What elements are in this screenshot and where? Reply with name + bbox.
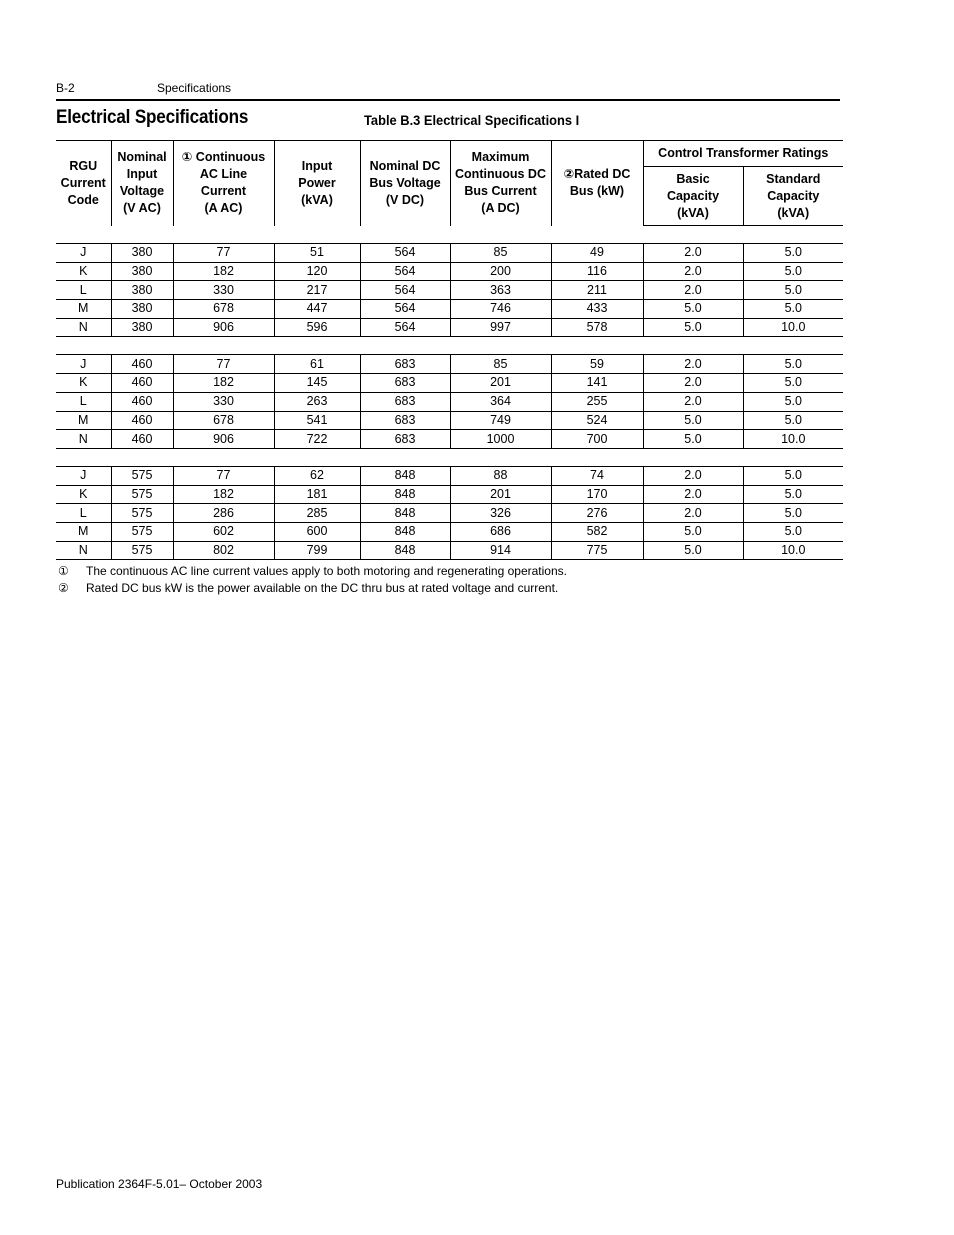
table-cell: 433 <box>551 300 643 319</box>
group-spacer <box>56 448 843 466</box>
table-cell: 564 <box>360 281 450 300</box>
table-cell: 5.0 <box>743 244 843 263</box>
table-cell: 914 <box>450 541 551 560</box>
table-cell: 5.0 <box>643 300 743 319</box>
table-cell: 564 <box>360 300 450 319</box>
electrical-specifications-table <box>56 140 843 560</box>
group-spacer <box>56 226 843 244</box>
table-cell: 380 <box>111 262 173 281</box>
table-cell: 85 <box>450 244 551 263</box>
table-row <box>56 504 843 523</box>
table-cell: 799 <box>274 541 360 560</box>
table-row <box>56 466 843 485</box>
table-cell: 5.0 <box>743 355 843 374</box>
table-cell: 447 <box>274 300 360 319</box>
header-max-continuous-dc-bus-current: Maximum Continuous DC Bus Current (A DC) <box>450 141 551 226</box>
table-cell: 686 <box>450 522 551 541</box>
header-input-power: Input Power (kVA) <box>274 141 360 226</box>
table-row <box>56 262 843 281</box>
table-cell: 848 <box>360 522 450 541</box>
table-cell: 61 <box>274 355 360 374</box>
table-row <box>56 355 843 374</box>
table-cell: 182 <box>173 374 274 393</box>
table-row <box>56 541 843 560</box>
table-cell: 380 <box>111 318 173 337</box>
table-cell: 10.0 <box>743 541 843 560</box>
table-cell: 5.0 <box>643 430 743 449</box>
table-cell: 5.0 <box>643 411 743 430</box>
table-cell: N <box>56 541 111 560</box>
table-cell: 2.0 <box>643 392 743 411</box>
table-row <box>56 318 843 337</box>
table-cell: 380 <box>111 300 173 319</box>
table-cell: 182 <box>173 485 274 504</box>
table-row <box>56 281 843 300</box>
table-cell: M <box>56 300 111 319</box>
table-cell: 802 <box>173 541 274 560</box>
table-cell: 255 <box>551 392 643 411</box>
table-cell: 211 <box>551 281 643 300</box>
table-cell: 678 <box>173 411 274 430</box>
footnote-marker: ① <box>58 564 69 578</box>
table-cell: 364 <box>450 392 551 411</box>
table-cell: 5.0 <box>643 522 743 541</box>
table-cell: 380 <box>111 281 173 300</box>
table-cell: 5.0 <box>743 262 843 281</box>
table-cell: 683 <box>360 430 450 449</box>
table-cell: 10.0 <box>743 318 843 337</box>
table-cell: 775 <box>551 541 643 560</box>
table-cell: 2.0 <box>643 281 743 300</box>
table-row <box>56 244 843 263</box>
table-cell: 564 <box>360 262 450 281</box>
table-cell: 749 <box>450 411 551 430</box>
table-cell: 145 <box>274 374 360 393</box>
header-control-transformer-ratings: Control Transformer Ratings <box>643 141 843 167</box>
table-cell: 85 <box>450 355 551 374</box>
table-cell: 217 <box>274 281 360 300</box>
table-cell: 746 <box>450 300 551 319</box>
table-cell: 602 <box>173 522 274 541</box>
table-cell: 848 <box>360 466 450 485</box>
header-rated-dc-bus-kw: ②Rated DC Bus (kW) <box>551 141 643 226</box>
table-cell: 5.0 <box>643 541 743 560</box>
table-cell: 59 <box>551 355 643 374</box>
table-cell: 683 <box>360 374 450 393</box>
header-standard-capacity: Standard Capacity (kVA) <box>743 167 843 226</box>
table-cell: K <box>56 485 111 504</box>
table-cell: 2.0 <box>643 355 743 374</box>
table-cell: 2.0 <box>643 504 743 523</box>
table-cell: K <box>56 262 111 281</box>
table-cell: 10.0 <box>743 430 843 449</box>
table-cell: 578 <box>551 318 643 337</box>
table-cell: 906 <box>173 430 274 449</box>
header-continuous-ac-line-current: ① Continuous AC Line Current (A AC) <box>173 141 274 226</box>
table-cell: 5.0 <box>643 318 743 337</box>
table-cell: 201 <box>450 485 551 504</box>
table-cell: 2.0 <box>643 262 743 281</box>
table-cell: 276 <box>551 504 643 523</box>
table-cell: 62 <box>274 466 360 485</box>
table-row <box>56 522 843 541</box>
table-cell: 722 <box>274 430 360 449</box>
table-cell: M <box>56 522 111 541</box>
table-cell: 596 <box>274 318 360 337</box>
publication-footer: Publication 2364F-5.01– October 2003 <box>56 1177 263 1191</box>
table-cell: 330 <box>173 281 274 300</box>
header-nominal-input-voltage: Nominal Input Voltage (V AC) <box>111 141 173 226</box>
table-cell: 380 <box>111 244 173 263</box>
table-row <box>56 392 843 411</box>
table-row <box>56 430 843 449</box>
header-rgu-code: RGU Current Code <box>56 141 111 226</box>
table-cell: 5.0 <box>743 466 843 485</box>
table-cell: 5.0 <box>743 300 843 319</box>
table-cell: 77 <box>173 244 274 263</box>
table-cell: 460 <box>111 411 173 430</box>
table-cell: 330 <box>173 392 274 411</box>
header-basic-capacity: Basic Capacity (kVA) <box>643 167 743 226</box>
table-cell: 5.0 <box>743 281 843 300</box>
table-cell: 460 <box>111 430 173 449</box>
table-cell: 5.0 <box>743 522 843 541</box>
table-cell: L <box>56 281 111 300</box>
table-cell: 2.0 <box>643 244 743 263</box>
footnote-text: The continuous AC line current values apply to both motoring and regenerating operations. <box>86 564 567 578</box>
table-cell: 575 <box>111 485 173 504</box>
table-cell: 2.0 <box>643 485 743 504</box>
table-cell: N <box>56 318 111 337</box>
table-cell: 564 <box>360 244 450 263</box>
header-nominal-dc-bus-voltage: Nominal DC Bus Voltage (V DC) <box>360 141 450 226</box>
table-cell: L <box>56 392 111 411</box>
table-cell: 116 <box>551 262 643 281</box>
table-cell: 848 <box>360 504 450 523</box>
table-cell: 600 <box>274 522 360 541</box>
page-number: B-2 <box>56 81 75 95</box>
table-cell: K <box>56 374 111 393</box>
table-cell: 5.0 <box>743 374 843 393</box>
table-cell: J <box>56 244 111 263</box>
table-cell: J <box>56 466 111 485</box>
table-cell: 524 <box>551 411 643 430</box>
table-cell: 575 <box>111 541 173 560</box>
table-row <box>56 411 843 430</box>
table-cell: 683 <box>360 411 450 430</box>
table-cell: 678 <box>173 300 274 319</box>
table-cell: 141 <box>551 374 643 393</box>
table-cell: 181 <box>274 485 360 504</box>
table-cell: 2.0 <box>643 466 743 485</box>
table-row <box>56 374 843 393</box>
table-row <box>56 485 843 504</box>
table-cell: 77 <box>173 466 274 485</box>
table-cell: J <box>56 355 111 374</box>
table-cell: 575 <box>111 466 173 485</box>
table-cell: 848 <box>360 485 450 504</box>
table-cell: 77 <box>173 355 274 374</box>
footnote <box>58 563 567 580</box>
table-cell: 575 <box>111 522 173 541</box>
footnote-text: Rated DC bus kW is the power available on the DC thru bus at rated voltage and current. <box>86 581 559 595</box>
table-footnotes <box>58 563 567 597</box>
table-cell: 201 <box>450 374 551 393</box>
table-cell: 683 <box>360 392 450 411</box>
table-cell: 170 <box>551 485 643 504</box>
table-cell: 1000 <box>450 430 551 449</box>
table-row <box>56 300 843 319</box>
table-cell: 326 <box>450 504 551 523</box>
table-cell: 5.0 <box>743 411 843 430</box>
table-cell: 683 <box>360 355 450 374</box>
table-cell: 848 <box>360 541 450 560</box>
table-cell: 74 <box>551 466 643 485</box>
footnote <box>58 580 567 597</box>
table-cell: 5.0 <box>743 392 843 411</box>
header-rule <box>56 99 840 101</box>
table-cell: 285 <box>274 504 360 523</box>
table-cell: 263 <box>274 392 360 411</box>
table-cell: 906 <box>173 318 274 337</box>
table-cell: 51 <box>274 244 360 263</box>
table-cell: 460 <box>111 392 173 411</box>
table-cell: 182 <box>173 262 274 281</box>
running-header: Specifications <box>157 81 232 95</box>
table-cell: 200 <box>450 262 551 281</box>
table-cell: 460 <box>111 355 173 374</box>
table-cell: 286 <box>173 504 274 523</box>
table-cell: 582 <box>551 522 643 541</box>
table-cell: 564 <box>360 318 450 337</box>
table-cell: 700 <box>551 430 643 449</box>
table-title: Table B.3 Electrical Specifications I <box>364 112 580 128</box>
table-cell: L <box>56 504 111 523</box>
table-cell: 5.0 <box>743 485 843 504</box>
table-cell: 997 <box>450 318 551 337</box>
table-cell: 5.0 <box>743 504 843 523</box>
table-cell: 541 <box>274 411 360 430</box>
group-spacer <box>56 337 843 355</box>
table-cell: M <box>56 411 111 430</box>
table-cell: 120 <box>274 262 360 281</box>
table-cell: N <box>56 430 111 449</box>
table-cell: 575 <box>111 504 173 523</box>
footnote-marker: ② <box>58 581 69 595</box>
table-cell: 363 <box>450 281 551 300</box>
table-cell: 460 <box>111 374 173 393</box>
table-cell: 88 <box>450 466 551 485</box>
table-cell: 2.0 <box>643 374 743 393</box>
section-title: Electrical Specifications <box>56 107 249 128</box>
table-cell: 49 <box>551 244 643 263</box>
